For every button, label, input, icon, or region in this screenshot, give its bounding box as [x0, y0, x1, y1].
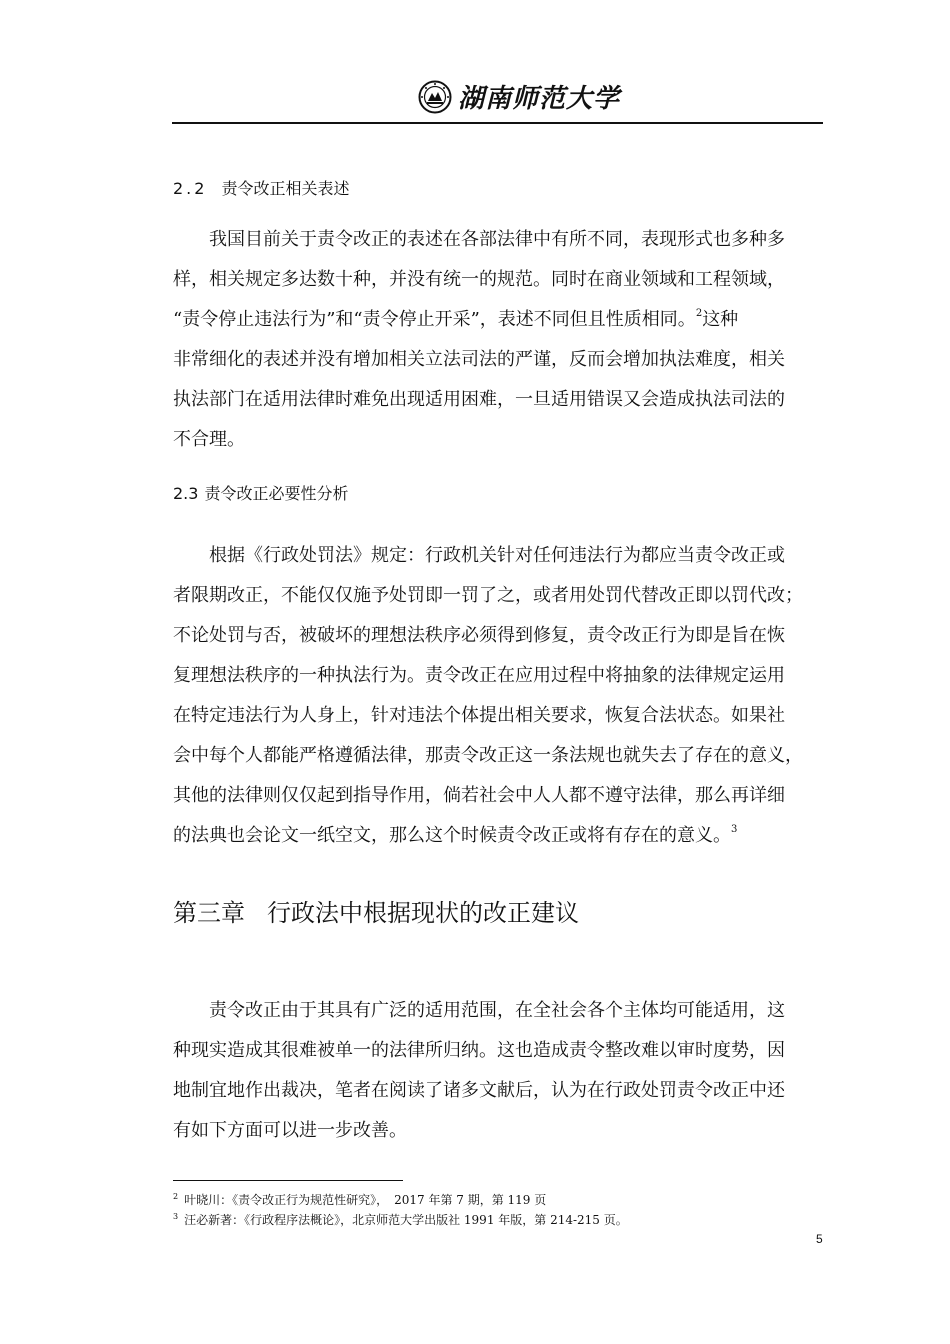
text-line: 我国目前关于责令改正的表述在各部法律中有所不同，表现形式也多种多: [173, 229, 785, 250]
logo-text: 湖南师范大学: [458, 84, 621, 114]
section-heading-2-2: [173, 176, 349, 199]
chapter-heading: [173, 893, 579, 928]
text-line: 者限期改正，不能仅仅施予处罚即一罚了之，或者用处罚代替改正即以罚代改；: [173, 585, 803, 606]
university-seal-icon: [418, 80, 452, 114]
text-line: 会中每个人都能严格遵循法律，那责令改正这一条法规也就失去了存在的意义，: [173, 745, 803, 766]
text-line: 地制宜地作出裁决，笔者在阅读了诸多文献后，认为在行政处罚责令改正中还: [173, 1080, 785, 1101]
text-line: 执法部门在适用法律时难免出现适用困难，一旦适用错误又会造成执法司法的: [173, 389, 785, 410]
footnote-text: 叶晓川：《责令改正行为规范性研究》， 2017 年第 7 期，第 119 页: [184, 1193, 547, 1207]
section-number: 2.2: [173, 179, 208, 198]
section-number: 2.3: [173, 484, 199, 503]
university-logo: [418, 78, 620, 115]
footnote-ref: 2: [695, 308, 703, 319]
footnote-ref: 3: [731, 824, 738, 835]
text-line: 责令改正由于其具有广泛的适用范围，在全社会各个主体均可能适用，这: [173, 1000, 785, 1021]
text-line: 不论处罚与否，被破坏的理想法秩序必须得到修复，责令改正行为即是旨在恢: [173, 625, 785, 646]
footnote-rule: [173, 1180, 403, 1181]
footnote-text: 汪必新著：《行政程序法概论》，北京师范大学出版社 1991 年版，第 214-215 页。: [184, 1213, 628, 1227]
text-line: 在特定违法行为人身上，针对违法个体提出相关要求，恢复合法状态。如果社: [173, 705, 785, 726]
text-segment: 的法典也会论文一纸空文，那么这个时候责令改正或将有存在的意义。: [173, 825, 731, 846]
section-title: 责令改正必要性分析: [204, 484, 349, 503]
footnote-2: [173, 1191, 546, 1208]
page-number: 5: [816, 1232, 823, 1246]
footnote-mark: 3: [173, 1212, 179, 1221]
text-line: 根据《行政处罚法》规定：行政机关针对任何违法行为都应当责令改正或: [173, 545, 785, 566]
text-line: [173, 300, 825, 340]
paragraph-2-3: [173, 536, 825, 856]
footnote-3: [173, 1211, 628, 1228]
section-heading-2-3: [173, 481, 348, 504]
header-rule: [172, 122, 823, 124]
text-line: 种现实造成其很难被单一的法律所归纳。这也造成责令整改难以审时度势，因: [173, 1040, 785, 1061]
section-title: 责令改正相关表述: [221, 179, 350, 198]
paragraph-chapter-3: [173, 991, 825, 1151]
text-segment: “责令停止违法行为”和“责令停止开采”，表述不同但且性质相同。: [173, 309, 696, 330]
text-line: 复理想法秩序的一种执法行为。责令改正在应用过程中将抽象的法律规定运用: [173, 665, 785, 686]
text-line: 有如下方面可以进一步改善。: [173, 1120, 407, 1141]
text-segment: 这种: [702, 309, 739, 330]
text-line: 非常细化的表述并没有增加相关立法司法的严谨，反而会增加执法难度，相关: [173, 349, 785, 370]
text-line: 不合理。: [173, 429, 245, 450]
text-line: [173, 816, 825, 856]
text-line: 样，相关规定多达数十种，并没有统一的规范。同时在商业领域和工程领域，: [173, 269, 785, 290]
chapter-title: 行政法中根据现状的改正建议: [267, 899, 579, 927]
paragraph-2-2: [173, 220, 825, 460]
text-line: 其他的法律则仅仅起到指导作用，倘若社会中人人都不遵守法律，那么再详细: [173, 785, 785, 806]
chapter-number: 第三章: [173, 899, 245, 927]
footnote-mark: 2: [173, 1192, 179, 1201]
